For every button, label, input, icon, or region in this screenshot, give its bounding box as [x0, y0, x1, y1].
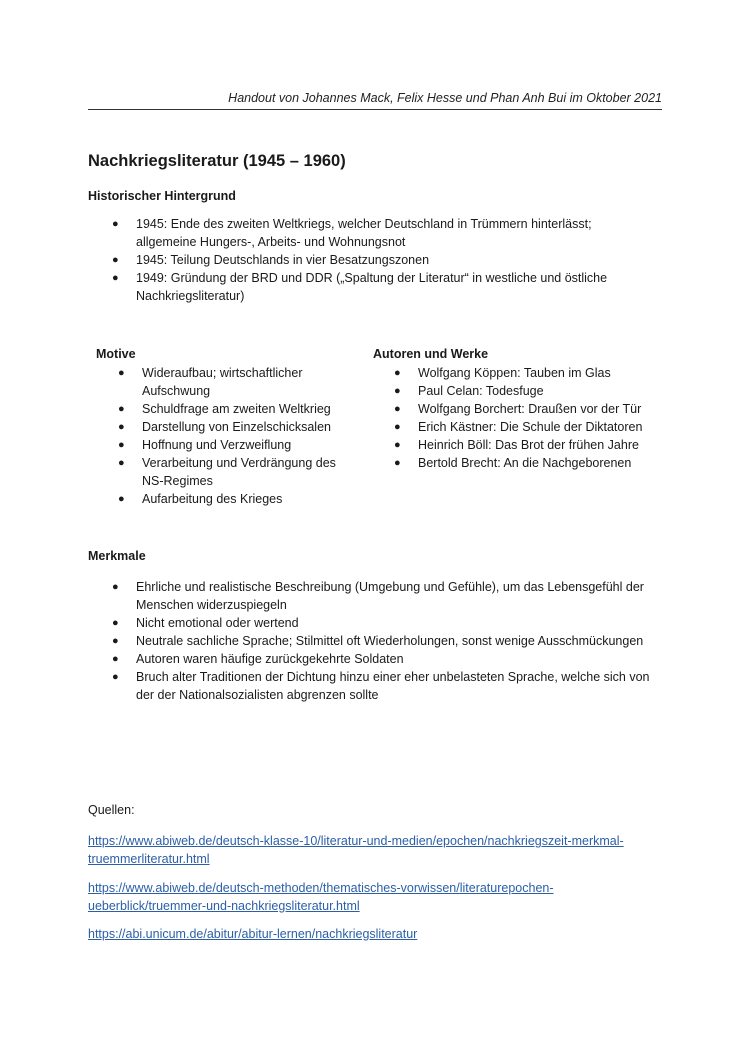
page-title: Nachkriegsliteratur (1945 – 1960): [88, 152, 346, 170]
bullet-icon: ●: [112, 218, 119, 230]
list-item: ● Autoren waren häufige zurückgekehrte Soldaten: [112, 652, 404, 666]
list-motive: [118, 364, 352, 508]
bullet-icon: ●: [112, 581, 119, 593]
bullet-icon: ●: [112, 617, 119, 629]
list-item: ● Bruch alter Traditionen der Dichtung hinzu einer eher unbelasteten Sprache, welche sich von der der Nationalsozialisten abgrenzen sollte: [112, 670, 650, 702]
list-item: ● Neutrale sachliche Sprache; Stilmittel oft Wiederholungen, sonst wenige Ausschmückungen: [112, 634, 644, 648]
bullet-icon: ●: [118, 403, 125, 415]
bullet-icon: ●: [112, 272, 119, 284]
list-item: ● Hoffnung und Verzweiflung: [118, 438, 292, 452]
list-historischer-hintergrund: [112, 215, 626, 305]
header-text: Handout von Johannes Mack, Felix Hesse und Phan Anh Bui im Oktober 2021: [228, 91, 662, 105]
sources-label: Quellen:: [88, 803, 135, 817]
list-item: ● Verarbeitung und Verdrängung des NS-Regimes: [118, 456, 336, 488]
bullet-icon: ●: [112, 671, 119, 683]
list-item: ● Wolfgang Köppen: Tauben im Glas: [394, 366, 611, 380]
bullet-icon: ●: [112, 653, 119, 665]
bullet-icon: ●: [394, 403, 401, 415]
list-item: ● 1949: Gründung der BRD und DDR („Spaltung der Literatur“ in westliche und östliche Nachkriegsliteratur): [112, 271, 608, 303]
list-item: ● Aufarbeitung des Krieges: [118, 492, 283, 506]
list-merkmale: [112, 578, 661, 704]
bullet-icon: ●: [118, 493, 125, 505]
list-item: ● Wolfgang Borchert: Draußen vor der Tür: [394, 402, 642, 416]
bullet-icon: ●: [118, 421, 125, 433]
list-item: ● Paul Celan: Todesfuge: [394, 384, 544, 398]
list-item: ● Darstellung von Einzelschicksalen: [118, 420, 331, 434]
bullet-icon: ●: [112, 635, 119, 647]
source-link-2[interactable]: https://www.abiweb.de/deutsch-methoden/thematisches-vorwissen/literaturepochen-ueberblick/truemmer-und-nachkriegsliteratur.html: [88, 881, 554, 913]
list-item: ● Nicht emotional oder wertend: [112, 616, 299, 630]
bullet-icon: ●: [394, 457, 401, 469]
source-link-3[interactable]: https://abi.unicum.de/abitur/abitur-lernen/nachkriegsliteratur: [88, 927, 418, 941]
list-autoren: [394, 364, 678, 472]
bullet-icon: ●: [112, 254, 119, 266]
list-item: ● Heinrich Böll: Das Brot der frühen Jahre: [394, 438, 639, 452]
bullet-icon: ●: [394, 367, 401, 379]
section-heading-motive: Motive: [96, 347, 136, 361]
bullet-icon: ●: [118, 439, 125, 451]
list-item: ● Schuldfrage am zweiten Weltkrieg: [118, 402, 331, 416]
list-item: ● Erich Kästner: Die Schule der Diktatoren: [394, 420, 643, 434]
list-item: ● 1945: Teilung Deutschlands in vier Besatzungszonen: [112, 253, 430, 267]
source-link-1[interactable]: https://www.abiweb.de/deutsch-klasse-10/literatur-und-medien/epochen/nachkriegszeit-merkmal-truemmerliteratur.html: [88, 834, 624, 866]
header-divider: [88, 109, 662, 110]
bullet-icon: ●: [118, 457, 125, 469]
bullet-icon: ●: [118, 367, 125, 379]
list-item: ● Ehrliche und realistische Beschreibung (Umgebung und Gefühle), um das Lebensgefühl der Menschen widerzuspiegeln: [112, 580, 644, 612]
section-heading-historischer-hintergrund: Historischer Hintergrund: [88, 189, 236, 203]
list-item: ● Bertold Brecht: An die Nachgeborenen: [394, 456, 632, 470]
section-heading-autoren: Autoren und Werke: [373, 347, 489, 361]
section-heading-merkmale: Merkmale: [88, 549, 146, 563]
bullet-icon: ●: [394, 385, 401, 397]
list-item: ● 1945: Ende des zweiten Weltkriegs, welcher Deutschland in Trümmern hinterlässt; allgemeine Hungers-, Arbeits- und Wohnungsnot: [112, 217, 592, 249]
list-item: ● Wideraufbau; wirtschaftlicher Aufschwung: [118, 366, 303, 398]
bullet-icon: ●: [394, 421, 401, 433]
bullet-icon: ●: [394, 439, 401, 451]
